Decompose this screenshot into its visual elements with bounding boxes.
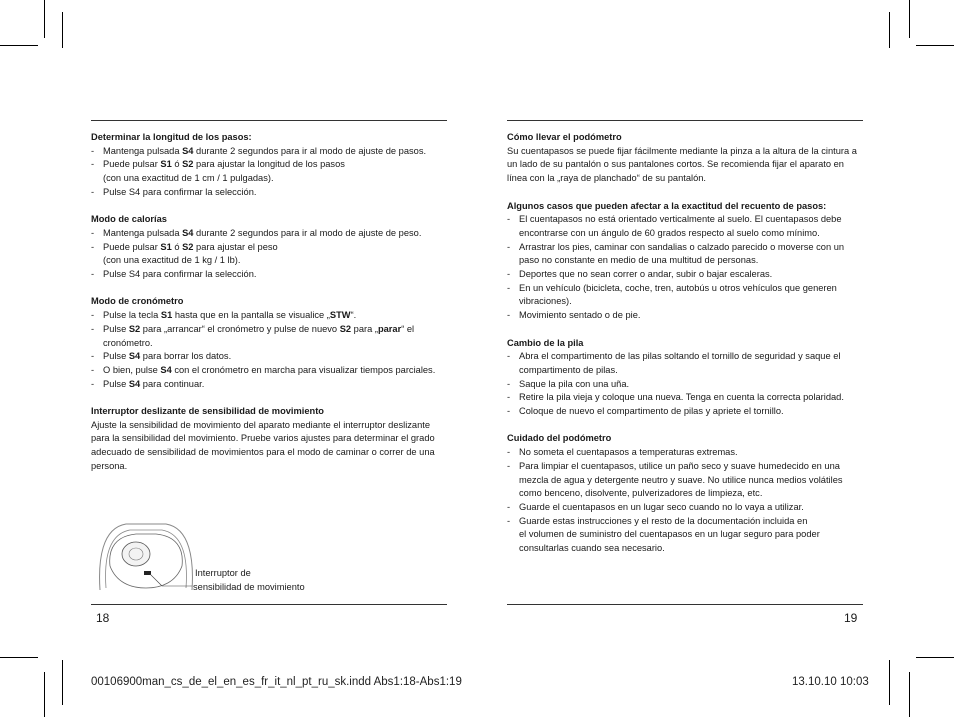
section-heading: Cómo llevar el podómetro [507, 132, 622, 142]
right-top-rule [507, 120, 863, 121]
right-bottom-rule [507, 604, 863, 605]
list-item [91, 145, 441, 159]
footer-date: 13.10.10 10:03 [792, 676, 869, 688]
key-label: S4 [128, 378, 141, 389]
list-item-text: durante 2 segundos para ir al modo de ajuste de pasos. [193, 145, 427, 156]
key-label: S4 [182, 227, 194, 238]
key-label: S2 [182, 159, 194, 170]
list-item-text: Saque la pila con una uña. [519, 378, 630, 389]
list-item-text: para „ [351, 323, 378, 334]
list-item-text: ó [171, 159, 183, 170]
list-item [91, 309, 441, 323]
left-top-rule [91, 120, 447, 121]
list-item [507, 501, 865, 515]
figure-caption-line: Interruptor de [195, 568, 251, 578]
list-item [91, 350, 441, 364]
list-item [507, 391, 865, 405]
list-item-text: para ajustar el peso [193, 241, 278, 252]
list-item-text: “ el cronómetro. [103, 323, 415, 348]
list-item-text: con el cronómetro en marcha para visualizar tiempos parciales. [171, 364, 436, 375]
list-item-text: para ajustar la longitud de los pasos [193, 159, 345, 170]
list-item-text: Pulse [103, 378, 129, 389]
section-heading: Cambio de la pila [507, 337, 584, 348]
list-item [91, 186, 441, 200]
list-item-text: Deportes que no sean correr o andar, subir o bajar escaleras. [519, 269, 773, 280]
list-item [507, 268, 865, 282]
list-item-text: Pulse S4 para confirmar la selección. [103, 186, 257, 197]
list-item [507, 241, 865, 268]
key-label: S4 [128, 351, 141, 362]
crop-mark [62, 12, 63, 48]
list-item [91, 268, 441, 282]
key-label: parar [377, 323, 402, 334]
list-item-text: Pulse [103, 351, 129, 362]
crop-mark [909, 672, 910, 717]
sensitivity-switch-icon [144, 571, 151, 575]
key-label: S4 [182, 145, 194, 156]
list-item [507, 515, 865, 556]
section-heading: Algunos casos que pueden afectar a la exactitud del recuento de pasos: [507, 200, 827, 211]
list-item [507, 213, 865, 240]
list-item [91, 364, 441, 378]
list-item-text: Guarde el cuentapasos en un lugar seco cuando no lo vaya a utilizar. [519, 501, 804, 512]
list-item-text: O bien, pulse [103, 364, 161, 375]
crop-mark [0, 45, 38, 46]
list-item-text: para borrar los datos. [140, 351, 232, 362]
list-item-text: El cuentapasos no está orientado verticalmente al suelo. El cuentapasos debe encontrarse con un ángulo de 60 grados respecto al suelo como mínimo. [519, 214, 842, 238]
page-number-left: 18 [96, 611, 110, 625]
list-item [507, 309, 865, 323]
section-heading: Modo de calorías [91, 214, 167, 225]
list-item-text: Puede pulsar [103, 241, 161, 252]
list-item-text: Mantenga pulsada [103, 145, 183, 156]
key-label: S1 [160, 159, 172, 170]
pedometer-illustration [96, 520, 196, 598]
section-heading: Determinar la longitud de los pasos: [91, 132, 252, 142]
list-item-text: hasta que en la pantalla se visualice „ [172, 310, 330, 321]
list-item-text: Retire la pila vieja y coloque una nueva. Tenga en cuenta la correcta polaridad. [519, 392, 844, 403]
crop-mark [44, 672, 45, 717]
list-item-text: No someta el cuentapasos a temperaturas extremas. [519, 447, 738, 458]
list-item-text: Puede pulsar [103, 159, 161, 170]
list-item-text: Mantenga pulsada [103, 227, 183, 238]
list-item-text: Arrastrar los pies, caminar con sandalias o calzado parecido o moverse con un paso no constante en medio de una multitud de personas. [519, 241, 845, 266]
list-item-text: Pulse S4 para confirmar la selección. [103, 269, 257, 280]
list-item-text: Para limpiar el cuentapasos, utilice un paño seco y suave humedecido en una mezcla de agua y detergente neutro y suave. No utilice nunca medios volátiles como benceno, disolvente, pulverizadores de limpieza, etc. [519, 460, 843, 499]
page-number-right: 19 [844, 611, 858, 625]
list-item [507, 378, 865, 392]
crop-mark [0, 657, 38, 658]
key-label: S2 [182, 241, 194, 252]
list-item [91, 323, 441, 350]
list-item [507, 282, 865, 309]
list-item [507, 350, 865, 377]
list-item-text: “. [350, 310, 357, 321]
list-item-text: el volumen de suministro del cuentapasos en un lugar seguro para poder consultarlas cuando sea necesario. [519, 529, 820, 554]
list-item-text: ó [171, 241, 183, 252]
list-item [91, 378, 441, 392]
list-item-text: (con una exactitud de 1 cm / 1 pulgadas). [103, 173, 274, 184]
key-label: S1 [160, 241, 172, 252]
list-item [507, 460, 865, 501]
key-label: S2 [128, 323, 141, 334]
list-item-text: Movimiento sentado o de pie. [519, 310, 641, 321]
crop-mark [889, 12, 890, 48]
left-bottom-rule [91, 604, 447, 605]
figure-caption-line: sensibilidad de movimiento [193, 581, 305, 592]
crop-mark [44, 0, 45, 38]
section-heading: Interruptor deslizante de sensibilidad de movimiento [91, 406, 324, 417]
key-label: S4 [160, 364, 172, 375]
section-heading: Modo de cronómetro [91, 296, 184, 307]
list-item-text: Coloque de nuevo el compartimento de pilas y apriete el tornillo. [519, 406, 784, 417]
crop-mark [909, 0, 910, 38]
list-item-text: Guarde estas instrucciones y el resto de la documentación incluida en [519, 515, 808, 526]
crop-mark [916, 657, 954, 658]
key-label: S1 [160, 310, 173, 321]
list-item-text: En un vehículo (bicicleta, coche, tren, autobús u otros vehículos que generen vibraciones). [519, 282, 837, 307]
section-paragraph: Ajuste la sensibilidad de movimiento del aparato mediante el interruptor deslizante para la sensibilidad del movimiento. Pruebe varios ajustes para determinar el grado adecuado de sensibilidad de movimientos para el modo de caminar o correr de una persona. [91, 419, 435, 471]
list-item-text: Pulse [103, 323, 129, 334]
list-item-text: Abra el compartimento de las pilas soltando el tornillo de seguridad y saque el compartimento de pilas. [519, 351, 841, 375]
left-page-content [91, 131, 441, 474]
list-item-text: para „arrancar“ el cronómetro y pulse de nuevo [140, 323, 340, 334]
list-item [91, 158, 441, 185]
list-item-text: (con una exactitud de 1 kg / 1 lb). [103, 255, 241, 266]
list-item-text: para continuar. [140, 378, 205, 389]
figure-caption [193, 567, 305, 594]
crop-mark [889, 660, 890, 705]
footer-filename: 00106900man_cs_de_el_en_es_fr_it_nl_pt_ru_sk.indd Abs1:18-Abs1:19 [91, 676, 462, 688]
list-item-text: durante 2 segundos para ir al modo de ajuste de peso. [193, 227, 422, 238]
list-item [507, 446, 865, 460]
crop-mark [62, 660, 63, 705]
list-item [91, 241, 441, 268]
crop-mark [916, 45, 954, 46]
list-item [91, 227, 441, 241]
list-item-text: Pulse la tecla [103, 310, 161, 321]
section-heading: Cuidado del podómetro [507, 433, 612, 444]
section-paragraph: Su cuentapasos se puede fijar fácilmente mediante la pinza a la altura de la cintura a un lado de su pantalón o sus pantalones cortos. Se recomienda fijar el aparato en línea con la „raya de planchado“ de su pantalón. [507, 145, 857, 184]
list-item [507, 405, 865, 419]
key-label: S2 [339, 323, 352, 334]
right-page-content [507, 131, 865, 556]
key-label: STW [329, 310, 351, 321]
